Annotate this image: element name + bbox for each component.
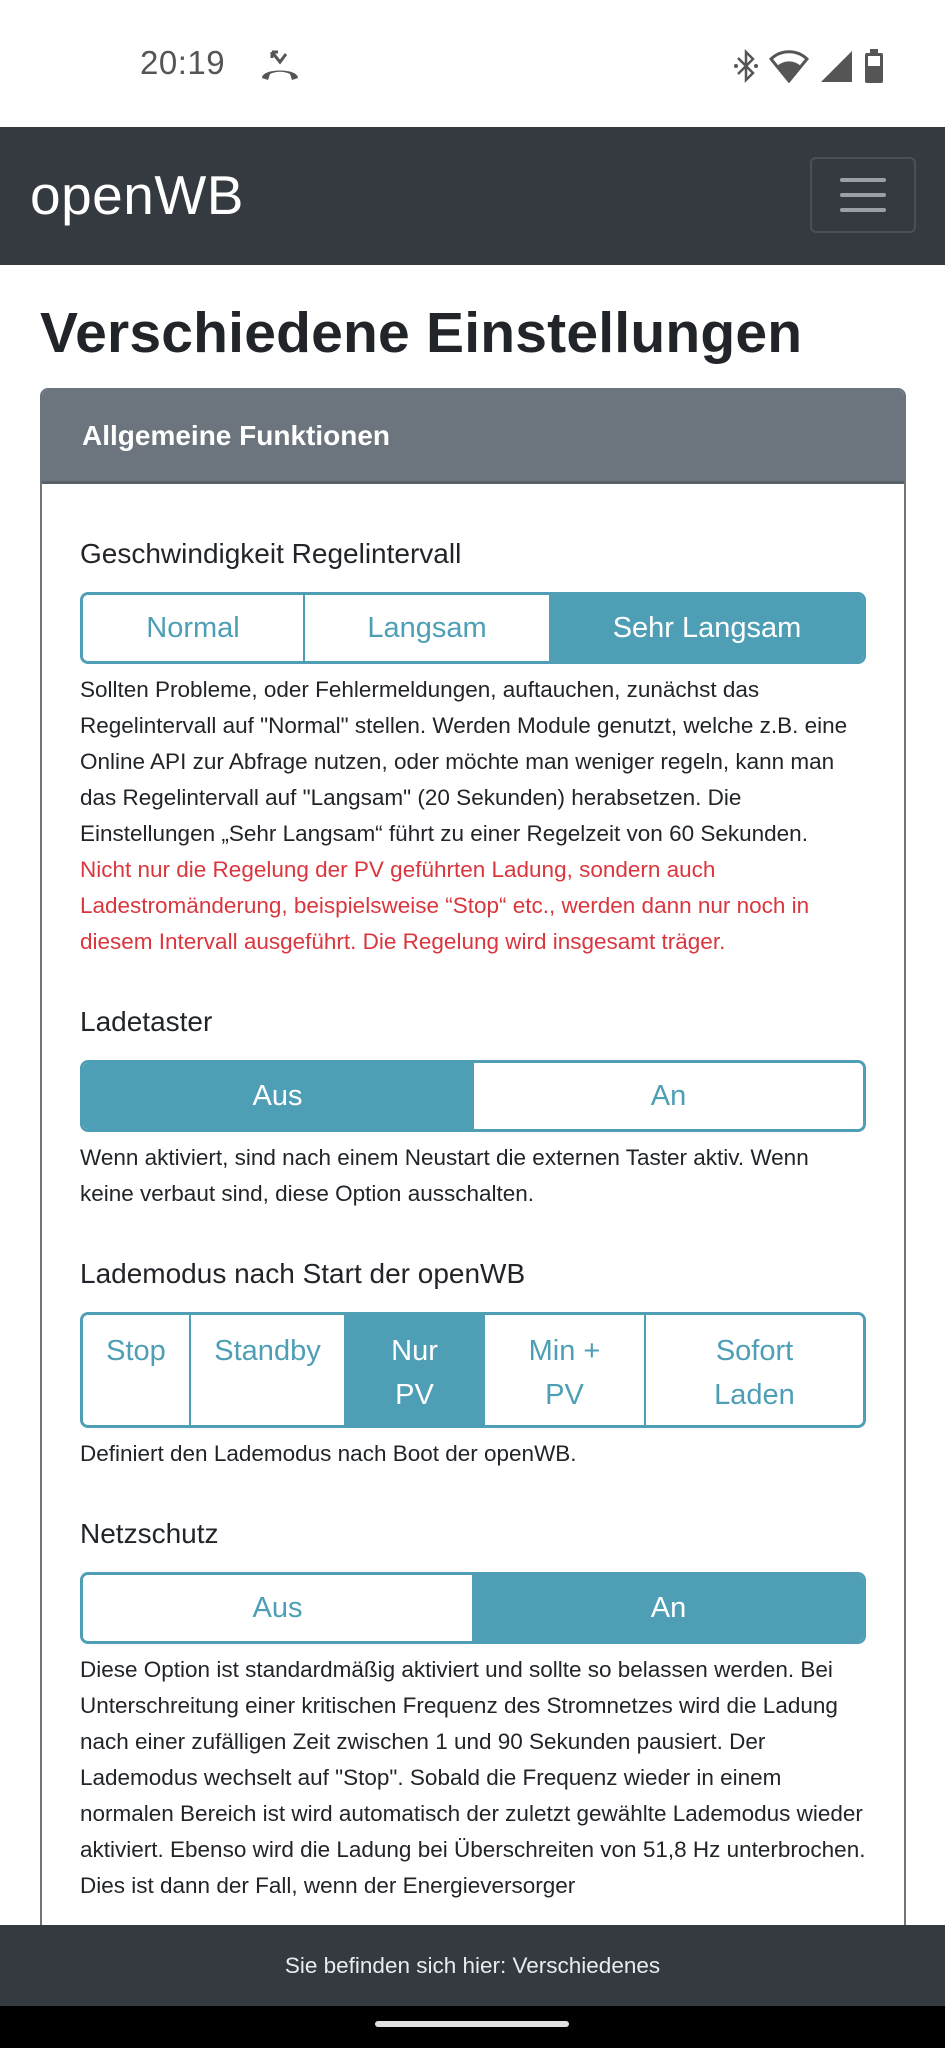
section-label: Geschwindigkeit Regelintervall — [80, 538, 462, 569]
card-body — [42, 484, 904, 1904]
lademodus-button-group — [80, 1312, 866, 1428]
help-text: Definiert den Lademodus nach Boot der openWB. — [80, 1441, 577, 1466]
menu-toggle-button[interactable] — [810, 157, 916, 233]
option-sehr-langsam[interactable]: Sehr Langsam — [551, 595, 863, 661]
status-bar — [0, 0, 945, 127]
missed-call-icon — [258, 48, 302, 82]
option-nur-pv[interactable]: Nur PV — [346, 1315, 485, 1425]
option-an[interactable]: An — [474, 1575, 863, 1641]
section-label: Lademodus nach Start der openWB — [80, 1258, 526, 1289]
system-nav-bar — [0, 2006, 945, 2048]
battery-icon — [863, 48, 885, 84]
option-an[interactable]: An — [474, 1063, 863, 1129]
cell-signal-icon — [819, 49, 853, 83]
section-lademodus-start — [80, 1212, 866, 1472]
status-icons — [733, 46, 885, 86]
wifi-icon — [769, 49, 809, 83]
help-text: Diese Option ist standardmäßig aktiviert und sollte so belassen werden. Bei Unterschreitung einer kritischen Frequenz des Stromnetzes wird die Ladung nach einer zufälligen Zeit zwischen 1 und 90 Sekunden pausiert. Der Lademodus wechselt auf "Stop". Sobald die Frequenz wieder in einem normalen Bereich ist wird automatisch der zuletzt gewählte Lademodus wieder aktiviert. Ebenso wird die Ladung bei Überschreiten von 51,8 Hz unterbrochen. Dies ist dann der Fall, wenn der Energieversorger — [80, 1657, 866, 1898]
option-aus[interactable]: Aus — [83, 1063, 474, 1129]
help-text: Wenn aktiviert, sind nach einem Neustart die externen Taster aktiv. Wenn keine verbaut sind, diese Option ausschalten. — [80, 1145, 809, 1206]
section-regelintervall — [80, 484, 866, 960]
regelintervall-button-group — [80, 592, 866, 664]
option-aus[interactable]: Aus — [83, 1575, 474, 1641]
card-header-title: Allgemeine Funktionen — [82, 419, 391, 451]
option-min-pv[interactable]: Min + PV — [485, 1315, 646, 1425]
settings-card — [40, 388, 906, 2048]
hamburger-menu-icon — [840, 178, 886, 182]
card-header — [42, 390, 904, 484]
footer-breadcrumb — [0, 1925, 945, 2006]
home-gesture-handle[interactable] — [375, 2021, 569, 2027]
breadcrumb-text: Sie befinden sich hier: Verschiedenes — [284, 1952, 661, 1978]
warning-text: Nicht nur die Regelung der PV geführten Ladung, sondern auch Ladestromänderung, beispielsweise “Stop“ etc., werden dann nur noch in diesem Intervall ausgeführt. Die Regelung wird insgesamt träger. — [80, 857, 810, 954]
section-ladetaster — [80, 960, 866, 1212]
section-label: Netzschutz — [80, 1518, 219, 1549]
option-langsam[interactable]: Langsam — [305, 595, 551, 661]
netzschutz-button-group — [80, 1572, 866, 1644]
option-stop[interactable]: Stop — [83, 1315, 191, 1425]
option-sofort-laden[interactable]: Sofort Laden — [646, 1315, 863, 1425]
status-time: 20:19 — [140, 44, 226, 81]
section-netzschutz — [80, 1472, 866, 1904]
brand-logo[interactable]: openWB — [30, 164, 244, 226]
help-text: Sollten Probleme, oder Fehlermeldungen, auftauchen, zunächst das Regelintervall auf "Normal" stellen. Werden Module genutzt, welche z.B. eine Online API zur Abfrage nutzen, oder möchte man weniger regeln, kann man das Regelintervall auf "Langsam" (20 Sekunden) herabsetzen. Die Einstellungen „Sehr Langsam“ führt zu einer Regelzeit von 60 Sekunden. — [80, 677, 848, 846]
page-title: Verschiedene Einstellungen — [40, 301, 803, 365]
app-navbar — [0, 127, 945, 265]
bluetooth-icon — [733, 48, 759, 84]
hamburger-menu-icon — [840, 193, 886, 197]
option-normal[interactable]: Normal — [83, 595, 305, 661]
hamburger-menu-icon — [840, 208, 886, 212]
option-standby[interactable]: Standby — [191, 1315, 346, 1425]
ladetaster-button-group — [80, 1060, 866, 1132]
section-label: Ladetaster — [80, 1006, 213, 1037]
